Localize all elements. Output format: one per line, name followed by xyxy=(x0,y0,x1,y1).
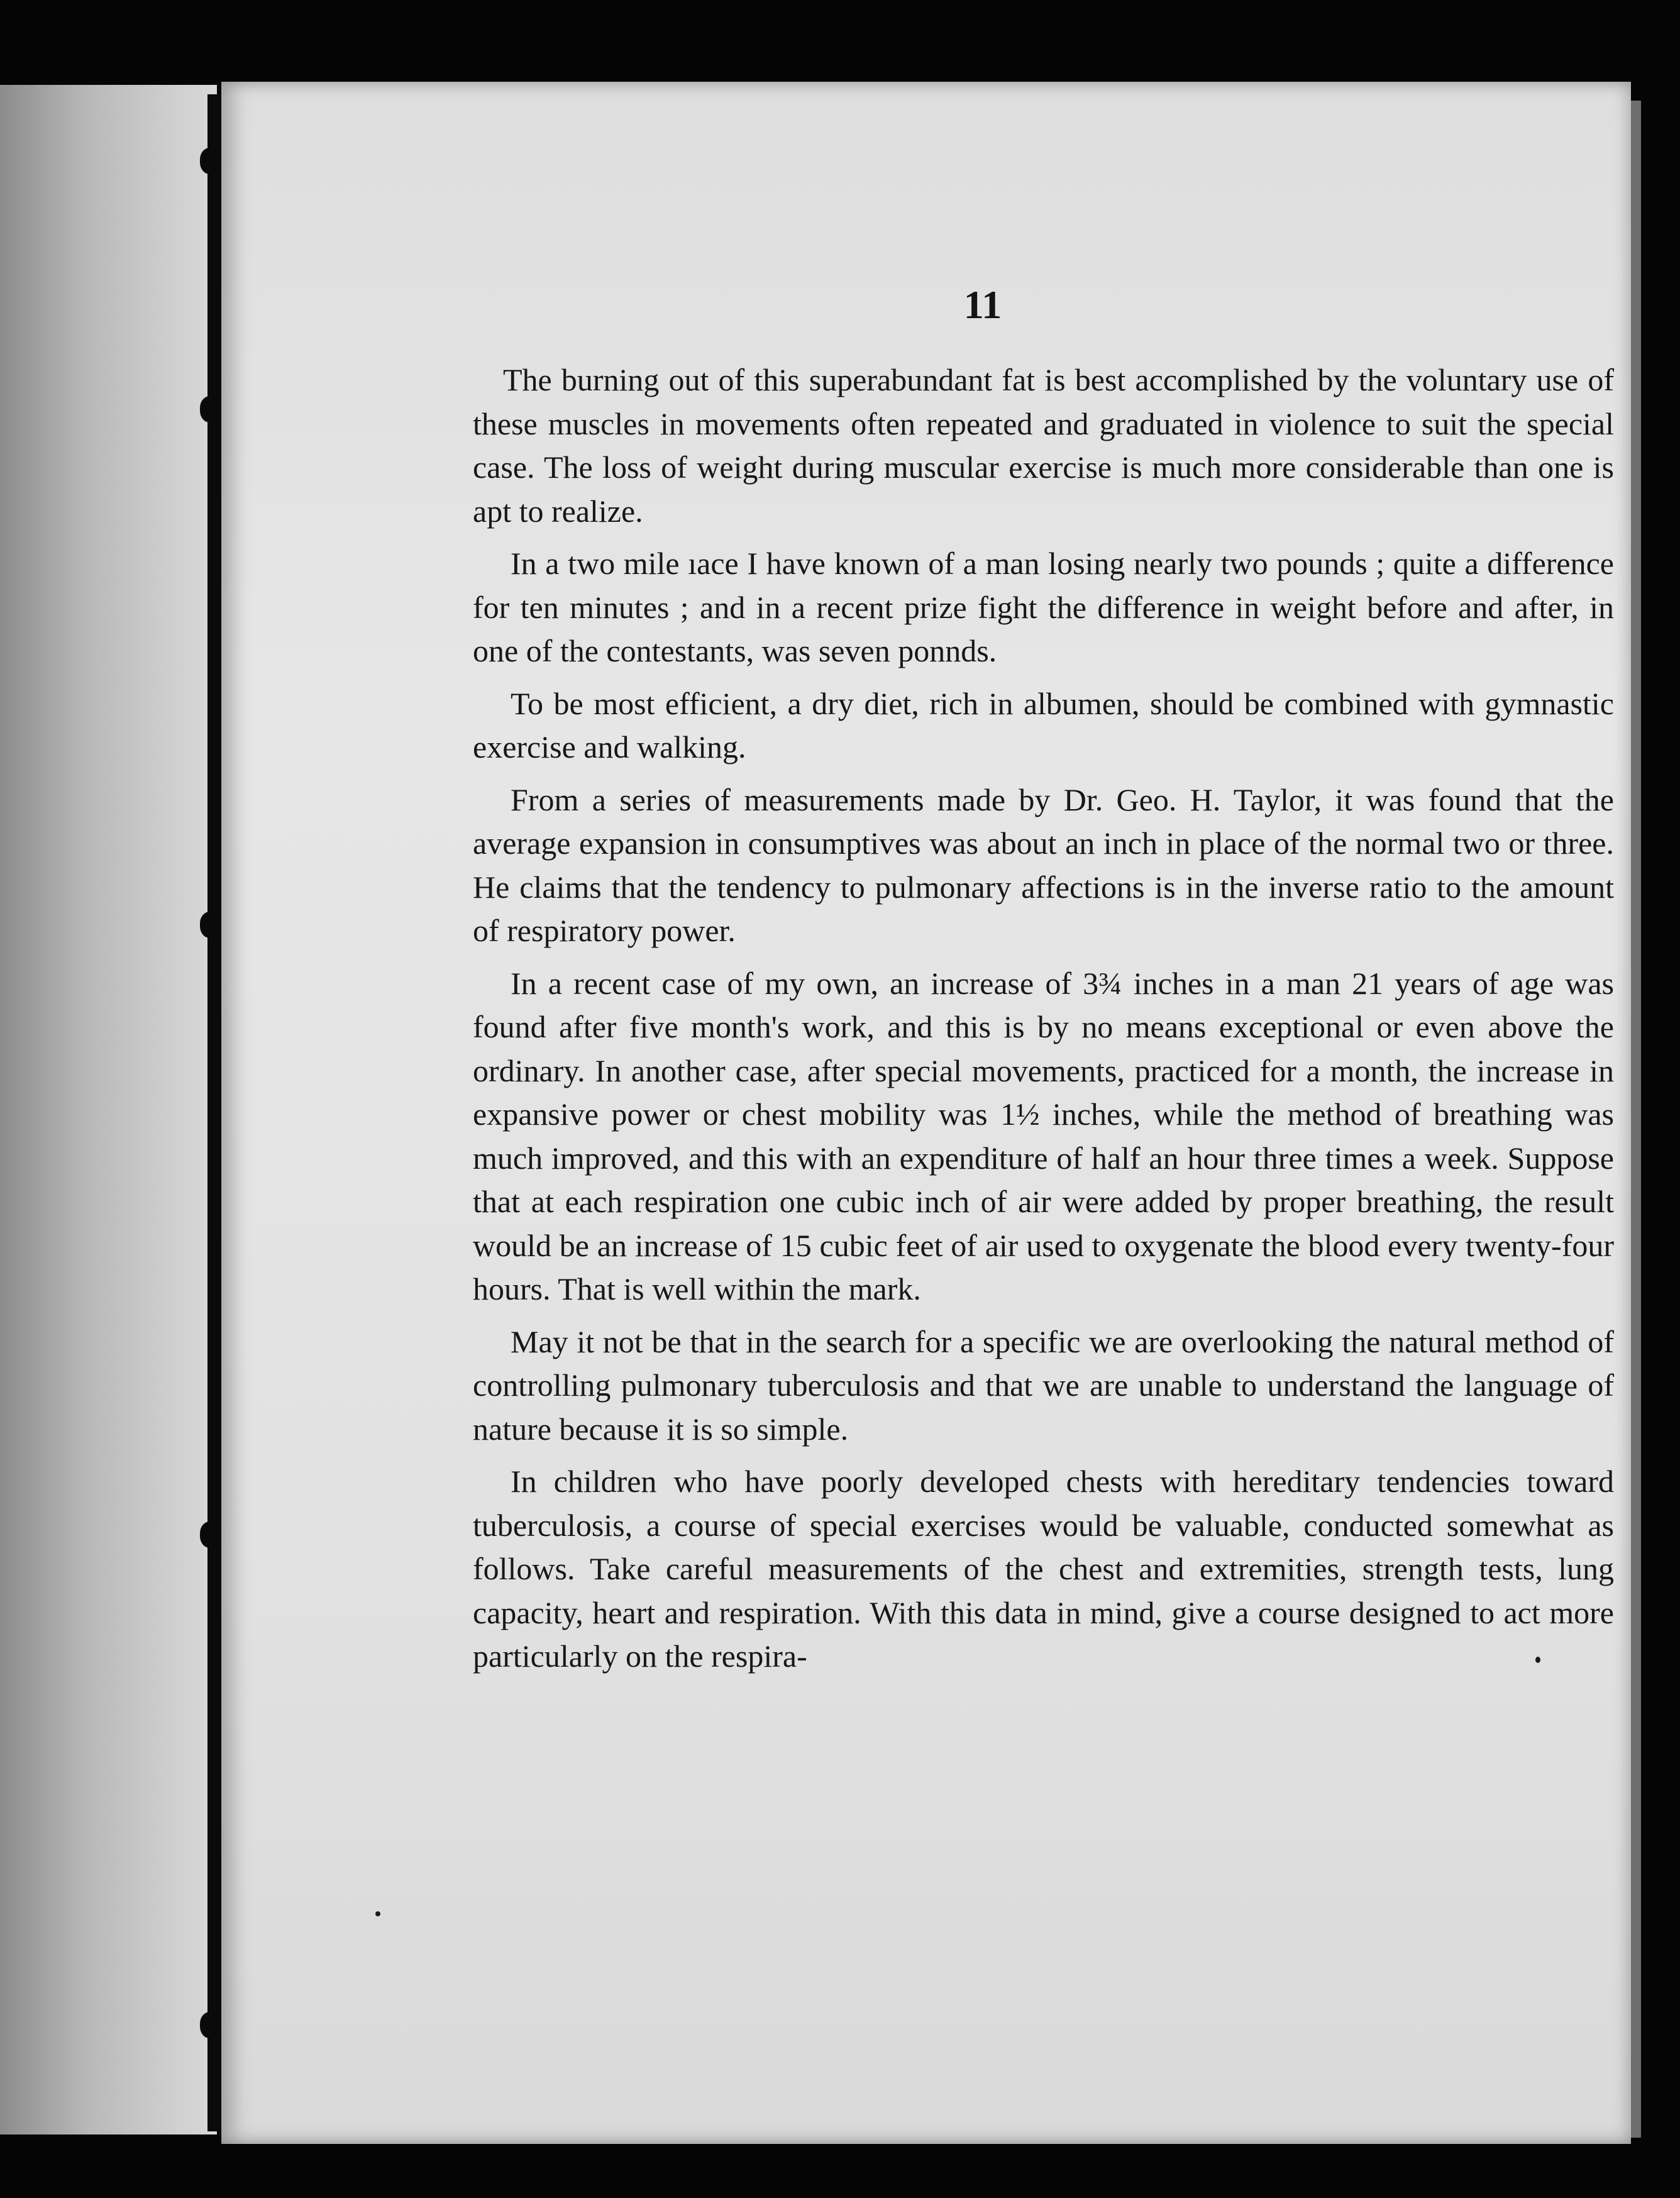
paragraph: May it not be that in the search for a specific we are overlooking the natural method of controlling pulmonary tuberculosis and that we are unable to understand the language of nature because it is so simple. xyxy=(473,1323,1614,1447)
binding-stitch xyxy=(200,912,221,938)
binding-stitch xyxy=(200,1521,221,1548)
paragraph: From a series of measurements made by Dr. Geo. H. Taylor, it was found that the average expansion in consumptives was about an inch in place of the normal two or three. He claims that the tendency to pulmonary affections is in the inverse ratio to the amount of respiratory power. xyxy=(473,781,1614,948)
scan-speck xyxy=(1535,1657,1540,1663)
body-text xyxy=(473,358,1614,1687)
page-number: 11 xyxy=(963,282,1002,327)
facing-page-edge xyxy=(0,85,217,2134)
paragraph: In a two mile ıace I have known of a man losing nearly two pounds ; quite a difference for ten minutes ; and in a recent prize fight the difference in weight before and after, in one of the contestants, was seven ponnds. xyxy=(473,546,1614,668)
binding-stitch xyxy=(200,2012,221,2038)
paragraph: The burning out of this superabundant fat is best accomplished by the voluntary use of these muscles in movements often repeated and graduated in violence to suit the special case. The loss of weight during muscular exercise is much more considerable than one is apt to realize. xyxy=(473,362,1614,529)
binding-stitch xyxy=(200,148,221,174)
paragraph: In children who have poorly developed chests with hereditary tendencies toward tuberculosis, a course of special exercises would be valuable, conducted somewhat as follows. Take careful measurements of the chest and extremities, strength tests, lung capacity, heart and respiration. With this data in mind, give a course designed to act more particularly on the respira- xyxy=(473,1464,1614,1674)
paragraph: In a recent case of my own, an increase of 3¾ inches in a man 21 years of age was found after five month's work, and this is by no means exceptional or even above the ordinary. In another case, after special movements, practiced for a month, the increase in expansive power or chest mobility was 1½ inches, while the method of breathing was much improved, and this with an expenditure of half an hour three times a week. Suppose that at each respiration one cubic inch of air were added by proper breathing, the result would be an increase of 15 cubic feet of air used to oxygenate the blood every twenty-four hours. That is well within the mark. xyxy=(473,965,1614,1306)
book-page xyxy=(221,82,1631,2144)
paragraph: To be most efficient, a dry diet, rich in albumen, should be combined with gymnastic exercise and walking. xyxy=(473,685,1614,765)
scan-speck xyxy=(375,1911,380,1916)
page-right-edge xyxy=(1631,101,1641,2138)
binding-stitch xyxy=(200,396,221,422)
